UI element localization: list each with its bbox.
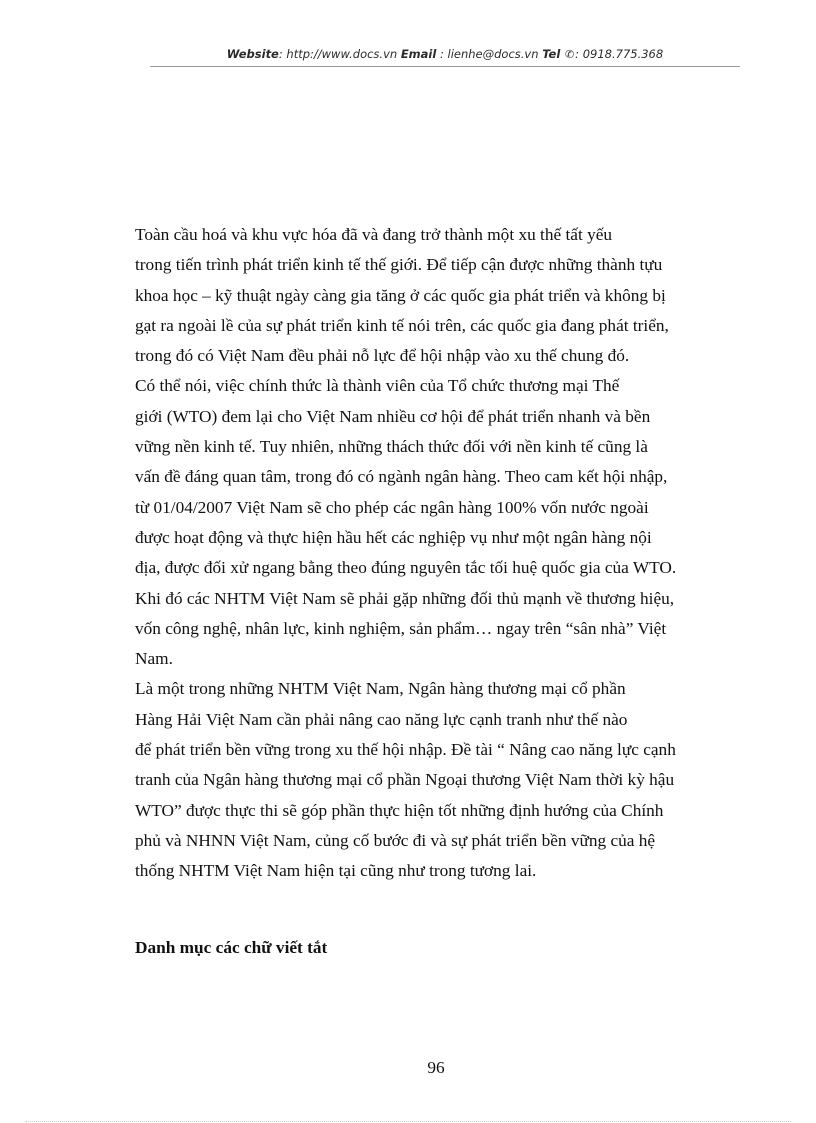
text-line: gạt ra ngoài lề của sự phát triển kinh tế nói trên, các quốc gia đang phát triển, xyxy=(135,315,669,335)
website-url: : http://www.docs.vn xyxy=(278,47,398,61)
text-line: từ 01/04/2007 Việt Nam sẽ cho phép các ngân hàng 100% vốn nước ngoài xyxy=(135,497,649,517)
text-line: Toàn cầu hoá và khu vực hóa đã và đang trở thành một xu thế tất yếu xyxy=(135,225,613,244)
text-line: địa, được đối xử ngang bằng theo đúng nguyên tắc tối huệ quốc gia của WTO. xyxy=(135,558,677,578)
page-number: 96 xyxy=(427,1058,445,1077)
text-line: vấn đề đáng quan tâm, trong đó có ngành ngân hàng. Theo cam kết hội nhập, xyxy=(135,467,668,487)
text-line: Nam. xyxy=(135,649,173,669)
text-line: trong đó có Việt Nam đều phải nỗ lực để hội nhập vào xu thế chung đó. xyxy=(135,346,630,366)
website-label: Website xyxy=(226,47,279,61)
text-line: để phát triển bền vững trong xu thế hội nhập. Đề tài “ Nâng cao năng lực cạnh xyxy=(135,740,676,760)
header-divider xyxy=(150,66,740,67)
text-line: trong tiến trình phát triển kinh tế thế giới. Để tiếp cận được những thành tựu xyxy=(135,255,663,275)
text-line: Hàng Hải Việt Nam cần phải nâng cao năng lực cạnh tranh như thế nào xyxy=(135,709,628,729)
email-label: Email xyxy=(400,47,437,61)
body-text xyxy=(135,224,725,891)
text-line: Khi đó các NHTM Việt Nam sẽ phải gặp những đối thủ mạnh về thương hiệu, xyxy=(135,588,675,608)
phone-number: : 0918.775.368 xyxy=(575,47,664,61)
text-line: WTO” được thực thi sẽ góp phần thực hiện tốt những định hướng của Chính xyxy=(135,800,664,820)
text-line: Là một trong những NHTM Việt Nam, Ngân hàng thương mại cổ phần xyxy=(135,679,626,699)
section-heading: Danh mục các chữ viết tắt xyxy=(135,938,328,957)
text-line: giới (WTO) đem lại cho Việt Nam nhiều cơ hội để phát triển nhanh và bền xyxy=(135,406,651,426)
text-line: thống NHTM Việt Nam hiện tại cũng như trong tương lai. xyxy=(135,861,537,881)
footer-divider xyxy=(25,1121,791,1122)
text-line: tranh của Ngân hàng thương mại cổ phần Ngoại thương Việt Nam thời kỳ hậu xyxy=(135,770,675,790)
email-address: : lienhe@docs.vn xyxy=(439,47,539,61)
page-header xyxy=(150,47,740,65)
text-line: Có thể nói, việc chính thức là thành viên của Tổ chức thương mại Thế xyxy=(135,376,620,396)
text-line: vốn công nghệ, nhân lực, kinh nghiệm, sản phẩm… ngay trên “sân nhà” Việt xyxy=(135,618,667,638)
phone-icon: ✆ xyxy=(564,48,575,61)
text-line: khoa học – kỹ thuật ngày càng gia tăng ở các quốc gia phát triển và không bị xyxy=(135,285,666,305)
text-line: vững nền kinh tế. Tuy nhiên, những thách thức đối với nền kinh tế cũng là xyxy=(135,437,648,457)
text-line: được hoạt động và thực hiện hầu hết các nghiệp vụ như một ngân hàng nội xyxy=(135,527,652,547)
text-line: phủ và NHNN Việt Nam, củng cố bước đi và sự phát triển bền vững của hệ xyxy=(135,830,656,850)
tel-label: Tel xyxy=(542,47,561,61)
